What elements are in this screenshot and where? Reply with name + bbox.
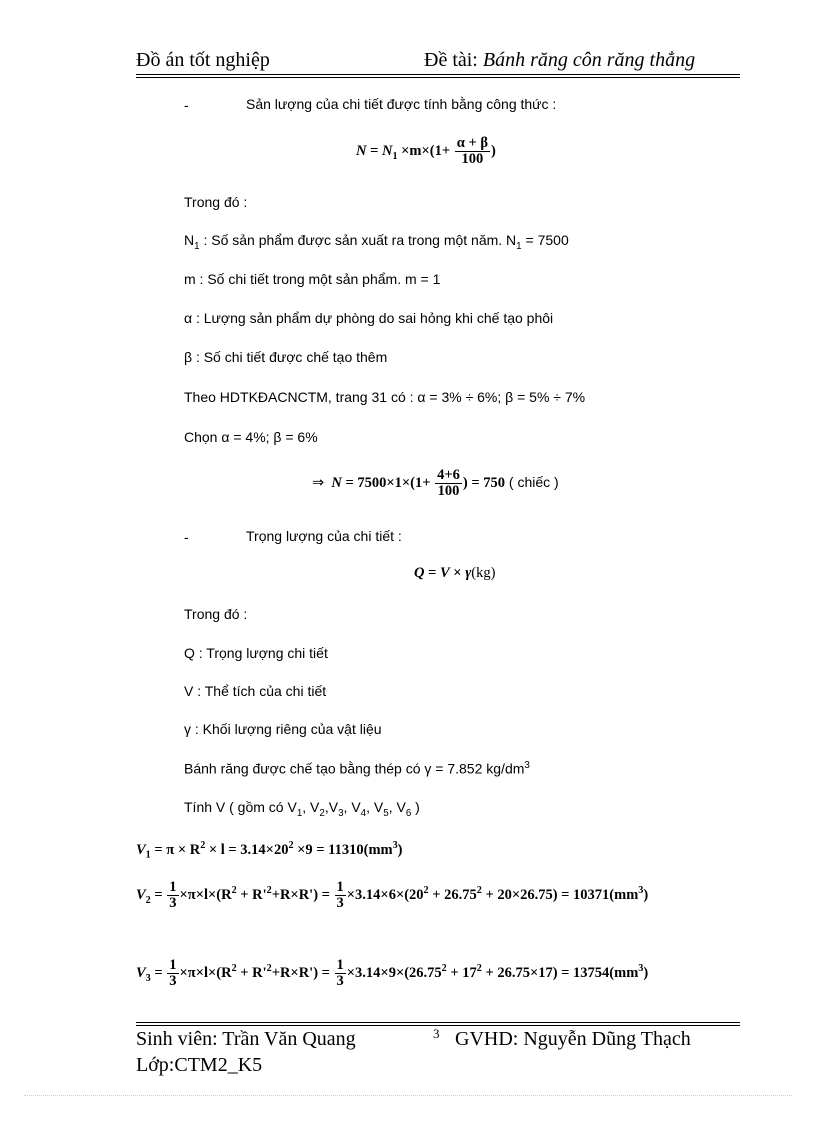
footer-student: Sinh viên: Trần Văn Quang [136, 1028, 356, 1050]
def-m: m : Số chi tiết trong một sản phẩm. m = 1 [184, 271, 441, 287]
header-topic-title: Bánh răng côn răng thẳng [482, 49, 696, 71]
page-number: 3 [433, 1026, 440, 1041]
weight-formula: Q = V × γ(kg) [414, 565, 496, 581]
volume-components: Tính V ( gồm có $V_1$, $V_2,V_3$, $V_4$, $V_5$, $V_6$ ) [184, 799, 420, 819]
production-result: ⇒ N = 7500×1×(1+ $\frac{4+6}{100}$ ) = 750 ( chiếc ) [312, 467, 559, 500]
header-right [424, 49, 695, 72]
header-topic-label: Đề tài: [424, 49, 483, 71]
reference-line: Theo HDTKĐACNCTM, trang 31 có : α = 3% ÷ 6%; β = 5% ÷ 7% [184, 389, 586, 405]
chosen-values: Chọn α = 4%; β = 6% [184, 429, 318, 445]
def-gamma: γ : Khối lượng riêng của vật liệu [184, 721, 382, 737]
footer-advisor: GVHD: Nguyễn Dũng Thạch [455, 1028, 691, 1050]
bullet-marker: - [184, 97, 189, 113]
page-edge-divider [24, 1095, 792, 1096]
volume-v3-formula: $V_3$ = $\frac{1}{3}$ $\times\pi\times l\times(R^2 + R'^2+R\times R')$ = $\frac{1}{3}$ $\times 3.14\times 9\times(26.75^2 + 17^2 + 26.75\times 17) = 13754(mm^3)$ [136, 957, 649, 990]
where-label-2: Trong đó : [184, 606, 248, 622]
production-formula: $N = N_1 \times m\times(1+$ $\frac{\alpha + \beta}{100}$ ) [356, 135, 496, 168]
def-n1: $N_1$ : Số sản phẩm được sản xuất ra trong một năm. $N_1 = 7500$ [184, 232, 569, 252]
header-rule-top [136, 74, 740, 75]
header-rule-bottom [136, 77, 740, 78]
material-density: Bánh răng được chế tạo bằng thép có γ = 7.852 $kg/dm^3$ [184, 760, 530, 777]
volume-v2-formula: $V_2$ = $\frac{1}{3}$ $\times\pi\times l\times(R^2 + R'^2+R\times R')$ = $\frac{1}{3}$ $\times 3.14\times 6\times(20^2 + 26.75^2 + 20\times 26.75) = 10371(mm^3)$ [136, 879, 649, 912]
weight-intro: Trọng lượng của chi tiết : [246, 528, 402, 544]
def-v: V : Thể tích của chi tiết [184, 683, 327, 699]
footer-rule-top [136, 1022, 740, 1023]
bullet-marker-2: - [184, 529, 189, 545]
header-left: Đồ án tốt nghiệp [136, 49, 270, 71]
footer-class: Lớp:CTM2_K5 [136, 1054, 263, 1076]
production-intro: Sản lượng của chi tiết được tính bằng công thức : [246, 96, 557, 112]
volume-v1-formula: $V_1 = \pi \times R^2 \times l = 3.14\times 20^2 \times 9 = 11310(mm^3)$ [136, 840, 403, 861]
where-label-1: Trong đó : [184, 194, 248, 210]
def-beta: β : Số chi tiết được chế tạo thêm [184, 349, 388, 365]
def-q: Q : Trọng lượng chi tiết [184, 645, 328, 661]
def-alpha: α : Lượng sản phẩm dự phòng do sai hỏng khi chế tạo phôi [184, 310, 554, 326]
